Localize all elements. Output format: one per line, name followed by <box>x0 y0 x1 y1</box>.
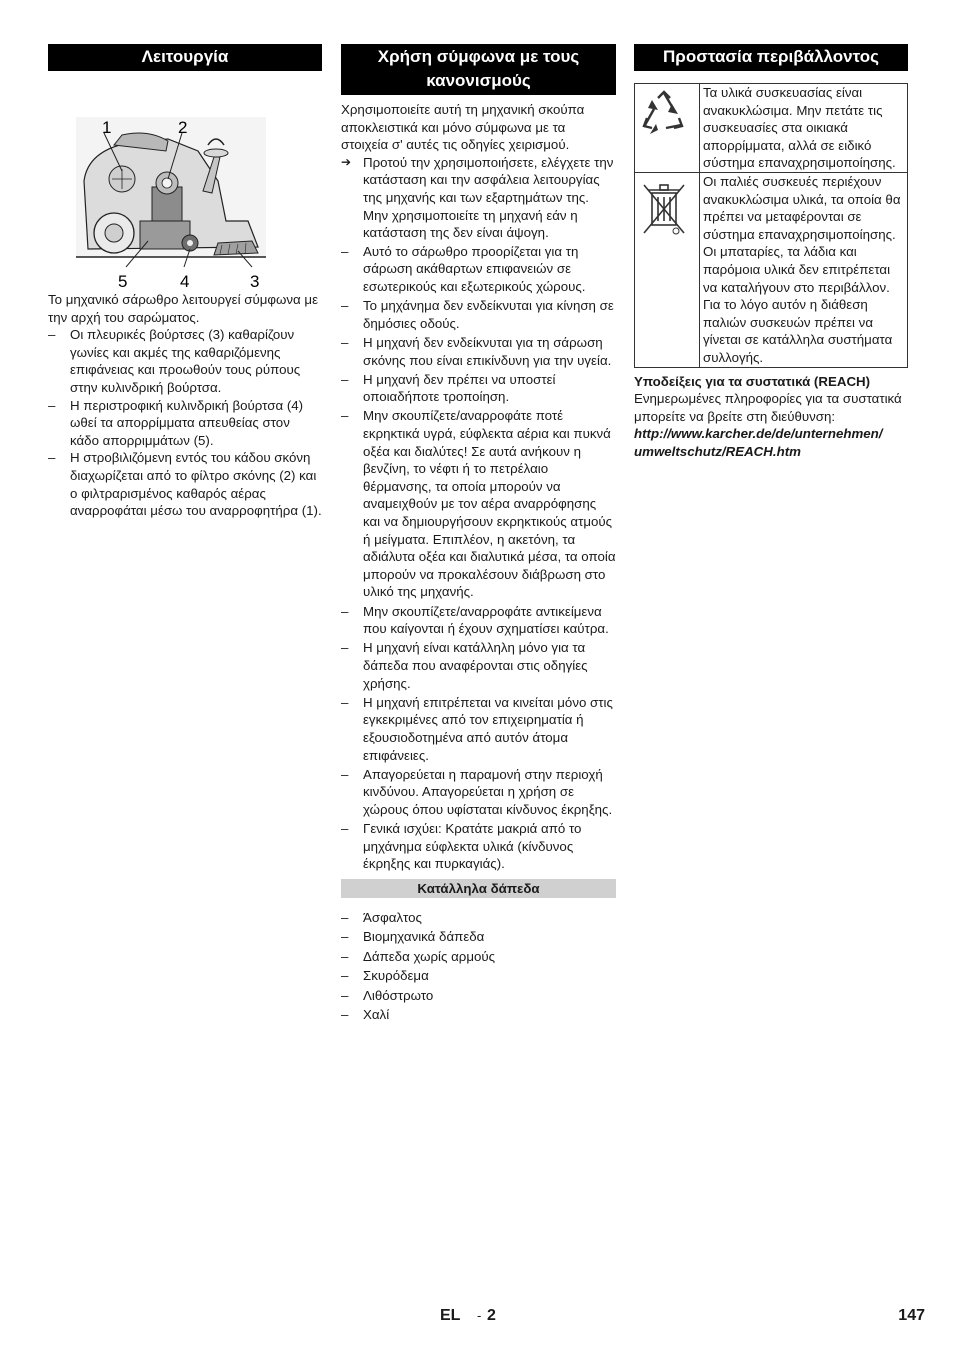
footer-separator: - <box>477 1308 482 1323</box>
list-item: – Το μηχάνημα δεν ενδείκνυται για κίνηση σε δημόσιες οδούς. <box>341 297 616 332</box>
list-item: – Οι πλευρικές βούρτσες (3) καθαρίζουν γωνίες και ακμές της καθαριζόμενης επιφάνειας και προωθούν τους ρύπους στην κυλινδρική βούρτσα. <box>48 326 322 396</box>
list-item: – Δάπεδα χωρίς αρμούς <box>341 947 616 966</box>
crossed-out-bin-icon <box>638 177 690 243</box>
table-cell-icon <box>635 84 700 173</box>
list-item: – Αυτό το σάρωθρο προορίζεται για τη σάρωση ακάθαρτων επιφανειών σε εσωτερικούς και εξωτερικούς χώρους. <box>341 243 616 296</box>
footer-section-number: 2 <box>487 1307 496 1324</box>
floors-list <box>341 908 616 1024</box>
list-item: – Χαλί <box>341 1005 616 1024</box>
table-row <box>635 84 908 173</box>
column-operation <box>48 44 322 520</box>
operation-intro: Το μηχανικό σάρωθρο λειτουργεί σύμφωνα με την αρχή του σαρώματος. <box>48 292 318 325</box>
operation-list <box>48 326 322 520</box>
arrow-icon: ➔ <box>341 154 352 169</box>
list-item: – Λιθόστρωτο <box>341 986 616 1005</box>
reach-link[interactable] <box>634 425 908 460</box>
column-intended-use <box>341 44 616 1024</box>
page-number: 147 <box>898 1307 925 1324</box>
list-item: – Η στροβιλιζόμενη εντός του κάδου σκόνη διαχωρίζεται από το φίλτρο σκόνης (2) και ο φιλτραρισμένος καθαρός αέρας αναρροφάται μέσω του αναρροφητήρα (1). <box>48 449 322 519</box>
intended-use-intro: Χρησιμοποιείτε αυτή τη μηχανική σκούπα αποκλειστικά και μόνο σύμφωνα με τα στοιχεία σ' αυτές τις οδηγίες χειρισμού. <box>341 102 585 153</box>
list-item: – Η μηχανή είναι κατάλληλη μόνο για τα δάπεδα που αναφέρονται στις οδηγίες χρήσης. <box>341 639 616 692</box>
list-item: – Η μηχανή επιτρέπεται να κινείται μόνο στις εγκεκριμένες από τον επιχειρηματία ή εξουσιοδοτημένα από αυτόν άτομα επιφάνειες. <box>341 694 616 764</box>
table-cell-text: Οι παλιές συσκευές περιέχουν ανακυκλώσιμα υλικά, τα οποία θα πρέπει να μεταφέρονται σε σύστημα επαναχρησιμοποίησης. Οι μπαταρίες, τα λάδια και παρόμοια υλικά δεν επιτρέπεται να καταλήγουν στο περιβάλλον. Για το λόγο αυτόν η διάθεση παλιών συσκευών πρέπει να γίνεται σε κατάλληλα συστήματα συλλογής. <box>700 172 908 367</box>
reach-link-line1[interactable]: http://www.karcher.de/de/unternehmen/ <box>634 426 883 442</box>
callout-3: 3 <box>250 272 260 291</box>
table-cell-icon <box>635 172 700 367</box>
list-item: – Απαγορεύεται η παραμονή στην περιοχή κινδύνου. Απαγορεύεται η χρήση σε χώρους όπου υφίσταται κίνδυνος έκρηξης. <box>341 766 616 819</box>
sweeper-drawing <box>48 71 322 291</box>
list-item: – Γενικά ισχύει: Κρατάτε μακριά από το μηχάνημα εύφλεκτα υλικά (κίνδυνος έκρηξης και πυρκαγιάς). <box>341 820 616 873</box>
reach-text: Ενημερωμένες πληροφορίες για τα συστατικά μπορείτε να βρείτε στη διεύθυνση: <box>634 391 902 424</box>
section-heading-environment: Προστασία περιβάλλοντος <box>634 44 908 71</box>
intended-use-list <box>341 243 616 873</box>
sweeper-illustration <box>48 71 322 291</box>
recycling-icon <box>638 88 690 140</box>
instruction-text: Προτού την χρησιμοποιήσετε, ελέγχετε την κατάσταση και την ασφάλεια λειτουργίας της μηχανής και των εξαρτημάτων της. Μην χρησιμοποιείτε τη μηχανή εάν η κατάσταση της δεν είναι άψογη. <box>363 154 614 241</box>
list-item: – Η μηχανή δεν πρέπει να υποστεί οποιαδήποτε τροποίηση. <box>341 371 616 406</box>
callout-4: 4 <box>180 272 190 291</box>
list-item: – Βιομηχανικά δάπεδα <box>341 927 616 946</box>
table-row <box>635 172 908 367</box>
callout-1: 1 <box>102 118 112 137</box>
list-item: – Η περιστροφική κυλινδρική βούρτσα (4) ωθεί τα απορρίμματα απευθείας στον κάδο απορριμμάτων (5). <box>48 397 322 450</box>
column-environment <box>634 44 908 460</box>
reach-link-line2[interactable]: umweltschutz/REACH.htm <box>634 443 801 459</box>
environment-table <box>634 83 908 368</box>
list-item: – Η μηχανή δεν ενδείκνυται για τη σάρωση σκόνης που είναι επικίνδυνη για την υγεία. <box>341 334 616 369</box>
instruction-step <box>341 154 616 242</box>
list-item: – Άσφαλτος <box>341 908 616 927</box>
callout-5: 5 <box>118 272 128 291</box>
footer-language: EL <box>440 1307 461 1324</box>
section-heading-intended-use: Χρήση σύμφωνα με τους κανονισμούς <box>341 44 616 95</box>
callout-2: 2 <box>178 118 188 137</box>
section-heading-operation: Λειτουργία <box>48 44 322 71</box>
reach-heading: Υποδείξεις για τα συστατικά (REACH) <box>634 373 871 389</box>
table-cell-text: Τα υλικά συσκευασίας είναι ανακυκλώσιμα. Μην πετάτε τις συσκευασίες στα οικιακά απορρίμματα, αλλά σε ειδικό σύστημα επαναχρησιμοποίησης. <box>700 84 908 173</box>
list-item: – Μην σκουπίζετε/αναρροφάτε αντικείμενα που καίγονται ή έχουν σχηματίσει καύτρα. <box>341 603 616 638</box>
list-item: – Μην σκουπίζετε/αναρροφάτε ποτέ εκρηκτικά υγρά, εύφλεκτα αέρια και πυκνά οξέα και διαλύτες! Σε αυτά ανήκουν η βενζίνη, το νέφτι ή το πετρέλαιο θέρμανσης, τα οποία μπορούν να αναμειχθούν με τον αέρα αναρρόφησης και να δημιουργήσουν εκρηκτικούς ατμούς ή μείγματα. Επιπλέον, η ακετόνη, τα αδιάλυτα οξέα και διαλυτικά μέσα, τα οποία μπορούν να προκαλέσουν διάβρωση στο υλικό της μηχανής. <box>341 407 616 601</box>
list-item: – Σκυρόδεμα <box>341 966 616 985</box>
section-subheading-floors: Κατάλληλα δάπεδα <box>341 879 616 898</box>
